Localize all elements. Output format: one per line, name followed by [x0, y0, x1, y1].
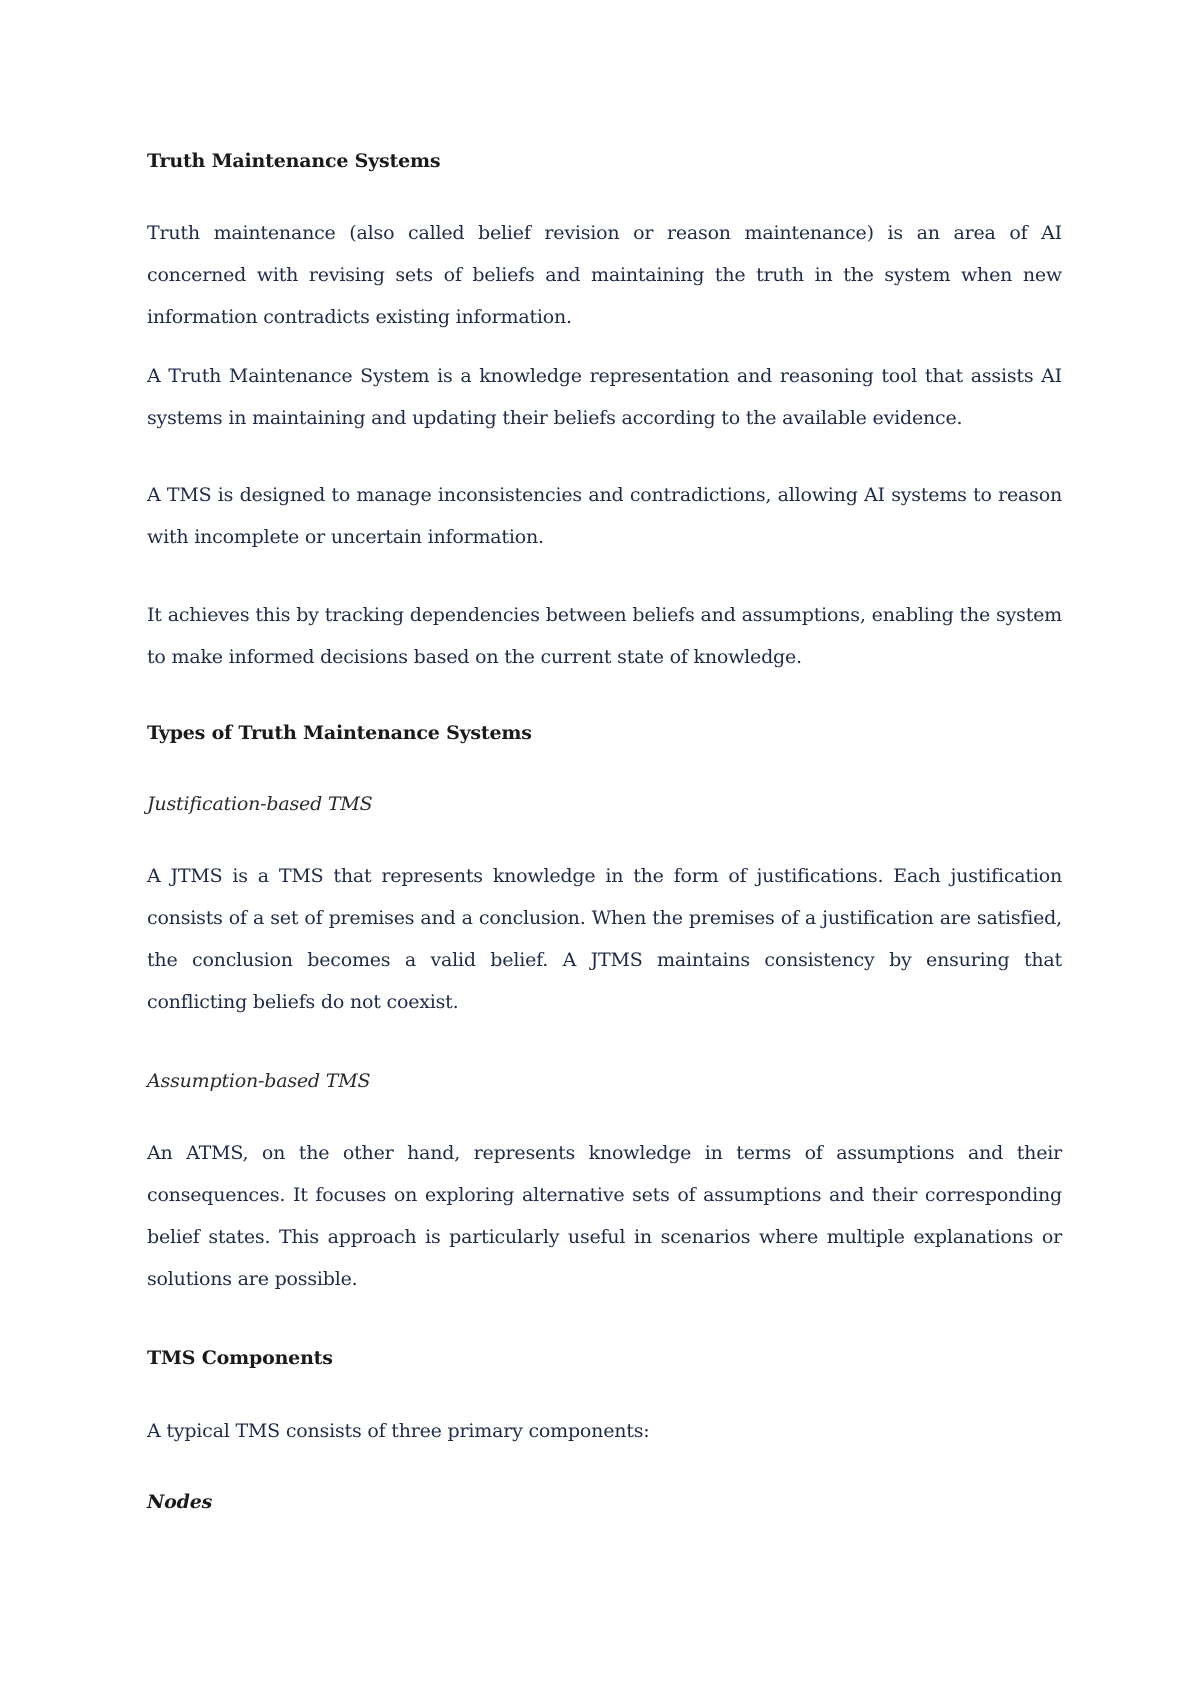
intro-paragraph-4: It achieves this by tracking dependencies between beliefs and assumptions, enabling the system to make informed decisions based on the current state of knowledge. — [147, 604, 1062, 668]
intro-paragraph-2: A Truth Maintenance System is a knowledge representation and reasoning tool that assists AI systems in maintaining and updating their beliefs according to the available evidence. — [147, 365, 1062, 429]
atms-paragraph: An ATMS, on the other hand, represents knowledge in terms of assumptions and their consequences. It focuses on exploring alternative sets of assumptions and their corresponding belief states. This approach is particularly useful in scenarios where multiple explanations or solutions are possible. — [147, 1142, 1062, 1290]
components-heading: TMS Components — [147, 1347, 333, 1369]
document-page — [147, 0, 1062, 1698]
nodes-heading: Nodes — [147, 1491, 213, 1513]
jtms-paragraph: A JTMS is a TMS that represents knowledge in the form of justifications. Each justification consists of a set of premises and a conclusion. When the premises of a justification are satisfied, the conclusion becomes a valid belief. A JTMS maintains consistency by ensuring that conflicting beliefs do not coexist. — [147, 865, 1062, 1013]
jtms-heading: Justification-based TMS — [147, 793, 373, 815]
types-heading: Types of Truth Maintenance Systems — [147, 722, 532, 744]
components-intro: A typical TMS consists of three primary components: — [147, 1420, 650, 1442]
intro-paragraph-3: A TMS is designed to manage inconsistencies and contradictions, allowing AI systems to reason with incomplete or uncertain information. — [147, 484, 1062, 548]
document-title: Truth Maintenance Systems — [147, 150, 441, 172]
intro-paragraph-1: Truth maintenance (also called belief revision or reason maintenance) is an area of AI concerned with revising sets of beliefs and maintaining the truth in the system when new information contradicts existing information. — [147, 222, 1062, 328]
atms-heading: Assumption-based TMS — [147, 1070, 371, 1092]
